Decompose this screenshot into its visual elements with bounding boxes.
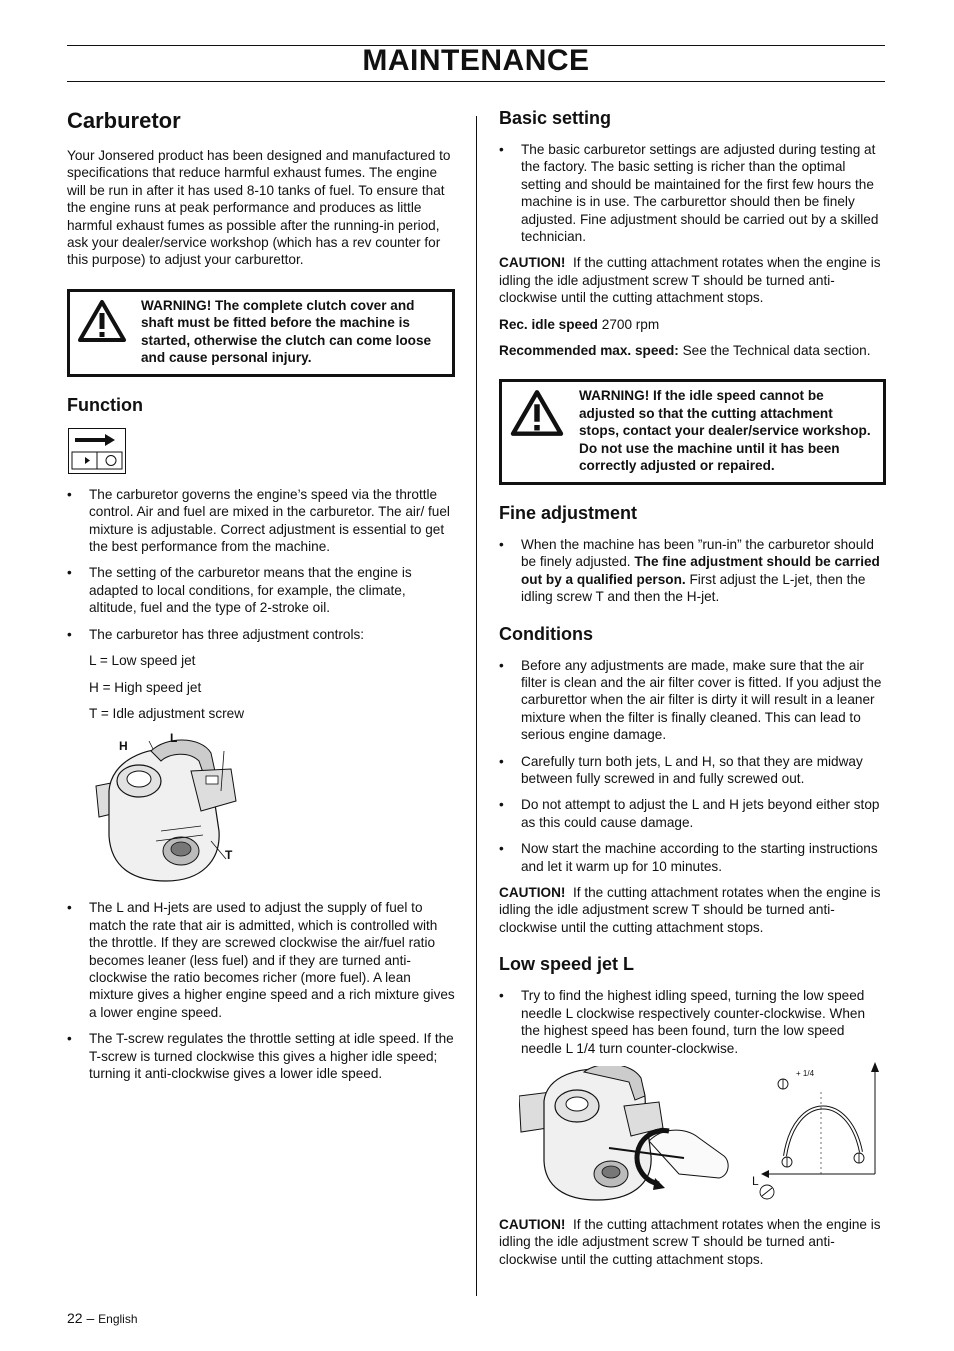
max-speed-paragraph [499,342,886,359]
low-speed-figure [499,1066,886,1206]
list-item: • Now start the machine according to the starting instructions and let it warm up for 10 minutes. [499,840,886,875]
function-symbol-icon [68,428,126,474]
page-title: MAINTENANCE [362,44,590,77]
section-heading-fine-adjustment: Fine adjustment [499,502,638,523]
caution-paragraph-2: CAUTION! If the cutting attachment rotates when the engine is idling the idle adjustment screw T should be turned anti-clockwise until the cutting attachment stops. [499,885,881,935]
list-item: • The T-screw regulates the throttle setting at idle speed. If the T-screw is turned clockwise this gives a higher idle speed; turning it anti-clockwise gives a lower idle speed. [67,1030,455,1082]
caution-label: CAUTION! [499,255,566,271]
control-item-low-speed: L = Low speed jet [89,653,196,669]
idle-speed-label: Rec. idle speed [499,316,598,332]
language-label: English [98,1312,138,1326]
warning-text: WARNING! If the idle speed cannot be adjusted so that the cutting attachment stops, contact your dealer/service workshop. Do not use the machine until it has been correctly adjusted or repaired. [579,388,871,474]
jet-bullet-list [67,899,455,1082]
list-item: • The basic carburetor settings are adjusted during testing at the factory. The basic setting is richer than the optimal setting and should be maintained for the first few hours the machine is in use. The carburettor should then be finely adjusted. Fine adjustment should be carried out by a skilled technician. [499,141,886,245]
list-item: • Try to find the highest idling speed, turning the low speed needle L clockwise respectively counter-clockwise. When the highest speed has been found, turn the low speed needle L 1/4 turn counter-clockwise. [499,987,886,1057]
adjustment-graph-icon [749,1062,879,1202]
conditions-bullet-list [499,657,886,875]
warning-triangle-icon [77,299,127,343]
idle-speed-value: 2700 rpm [601,316,660,332]
control-item-idle-screw: T = Idle adjustment screw [89,705,245,721]
engine-adjustment-illustration-icon [519,1066,749,1206]
warning-box-idle [499,379,886,485]
section-heading-function: Function [67,394,143,415]
carburetor-figure [91,731,271,885]
warning-text: WARNING! The complete clutch cover and shaft must be fitted before the machine is started, otherwise the clutch can come loose and cause personal injury. [141,297,432,366]
list-item: • The setting of the carburetor means that the engine is adapted to local conditions, for example, the climate, altitude, fuel and the type of 2-stroke oil. [67,564,455,616]
max-speed-label: Recommended max. speed: [499,343,679,359]
label-l: L [170,731,178,746]
low-speed-bullet-list [499,987,886,1057]
list-item: • The carburetor governs the engine’s speed via the throttle control. Air and fuel are mixed in the carburetor. The air/ fuel mixture is adjustable. Correct adjustment is essential to get the best performance from the machine. [67,486,455,556]
right-column [499,108,886,1277]
caution-paragraph [499,254,886,306]
max-speed-value: See the Technical data section. [682,343,871,359]
list-item: • The carburetor has three adjustment controls: [67,626,455,643]
warning-box-clutch [67,289,455,377]
fine-bullet-list [499,536,886,606]
graph-label-l: L [752,1173,759,1188]
intro-paragraph: Your Jonsered product has been designed and manufactured to specifications that reduce harmful exhaust fumes. The engine will be run in after it has used 8-10 tanks of fuel. To ensure that the engine runs at peak performance and produces as little harmful exhaust fumes as possible after the running-in period, ask your dealer/service workshop (which has a rev counter for this purpose) to adjust your carburettor. [67,148,451,268]
basic-bullet-list [499,141,886,245]
warning-triangle-icon [509,389,565,437]
page-number: 22 [67,1310,83,1326]
page-footer [67,1310,138,1326]
caution-paragraph-3: CAUTION! If the cutting attachment rotates when the engine is idling the idle adjustment screw T should be turned anti-clockwise until the cutting attachment stops. [499,1216,881,1267]
engine-illustration-icon [91,731,271,885]
section-heading-carburetor: Carburetor [67,108,181,133]
section-heading-low-speed-jet: Low speed jet L [499,954,635,975]
list-item: • Do not attempt to adjust the L and H jets beyond either stop as this could cause damage. [499,796,886,831]
list-item: • When the machine has been ”run-in” the carburetor should be finely adjusted. The fine adjustment should be carried out by a qualified person. First adjust the L-jet, then the idling screw T and then the H-jet. [499,536,886,606]
caution-text: If the cutting attachment rotates when the engine is idling the idle adjustment screw T should be turned anti-clockwise until the cutting attachment stops. [499,255,881,306]
label-t: T [225,848,233,863]
idle-speed-paragraph [499,316,886,333]
graph-label-quarter: + 1/4 [796,1068,815,1078]
column-divider [476,116,477,1296]
control-item-high-speed: H = High speed jet [89,679,202,695]
left-column [67,108,455,1091]
function-bullet-list [67,486,455,643]
list-item: • Before any adjustments are made, make sure that the air filter is clean and the air filter cover is fitted. If you adjust the carburettor when the air filter is dirty it will result in a leaner mixture when the filter is finally cleaned. This can lead to serious engine damage. [499,657,886,744]
list-item: • The L and H-jets are used to adjust the supply of fuel to match the rate that air is admitted, which is controlled with the throttle. If they are screwed clockwise the air/fuel ratio becomes leaner (less fuel) and if they are turned anti-clockwise the ratio becomes richer (more fuel). A lean mixture gives a higher engine speed and a rich mixture gives a lower engine speed. [67,899,455,1021]
list-item: • Carefully turn both jets, L and H, so that they are midway between fully screwed in and fully screwed out. [499,753,886,788]
section-heading-conditions: Conditions [499,623,593,644]
header-rule-bottom [67,81,885,82]
page-dash: – [86,1310,95,1326]
label-h: H [119,739,128,754]
section-heading-basic-setting: Basic setting [499,108,612,128]
